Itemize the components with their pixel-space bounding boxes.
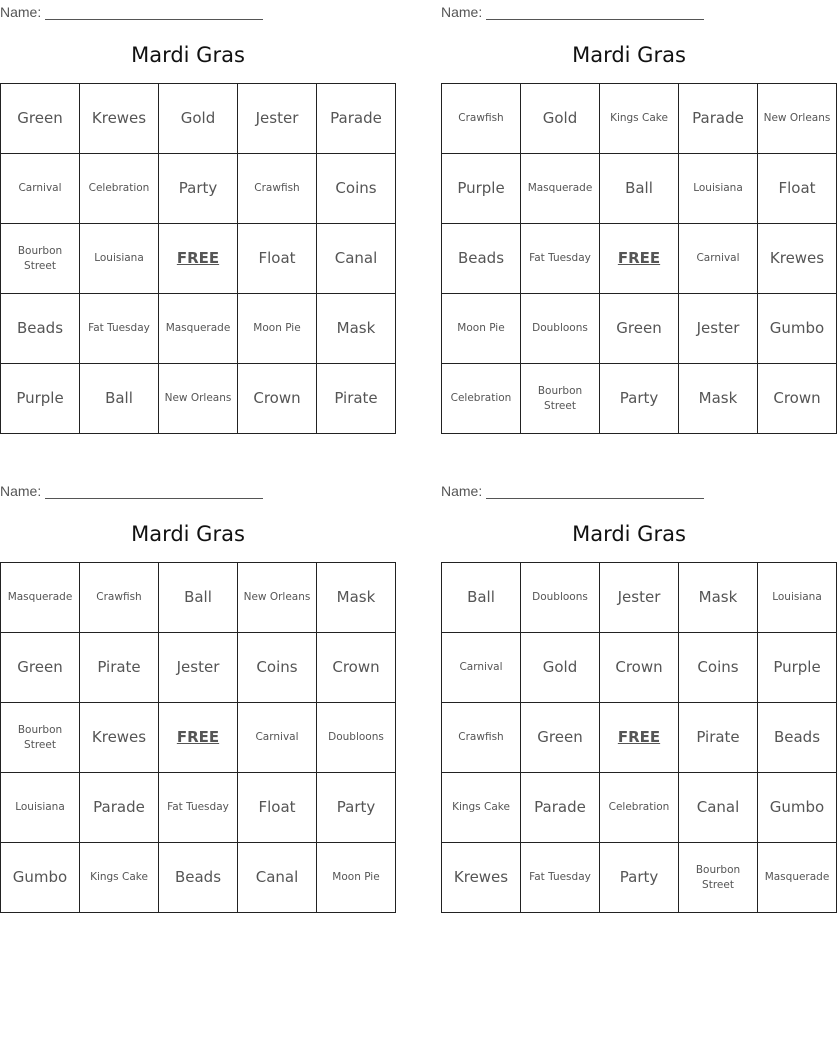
grid-cell: Masquerade — [521, 154, 600, 224]
card-title: Mardi Gras — [131, 43, 245, 67]
name-line[interactable] — [486, 483, 704, 499]
card-title: Mardi Gras — [572, 522, 686, 546]
grid-cell: Moon Pie — [442, 294, 521, 364]
grid-cell: Masquerade — [758, 843, 837, 913]
grid-cell: Crawfish — [442, 84, 521, 154]
grid-cell: Crown — [758, 364, 837, 434]
grid-row — [1, 224, 396, 294]
grid-cell: Purple — [758, 633, 837, 703]
grid-cell: Carnival — [238, 703, 317, 773]
grid-cell: Canal — [679, 773, 758, 843]
grid-cell: Float — [238, 224, 317, 294]
grid-row — [1, 154, 396, 224]
name-label: Name: — [441, 483, 483, 499]
grid-row — [442, 703, 837, 773]
grid-cell: Gold — [521, 84, 600, 154]
grid-cell: Ball — [159, 563, 238, 633]
grid-cell: Moon Pie — [317, 843, 396, 913]
grid-cell: Mask — [317, 294, 396, 364]
grid-cell: Ball — [80, 364, 159, 434]
bingo-grid — [441, 562, 837, 913]
grid-cell: Carnival — [1, 154, 80, 224]
grid-cell: Gumbo — [1, 843, 80, 913]
grid-cell: Doubloons — [317, 703, 396, 773]
grid-cell: Parade — [521, 773, 600, 843]
grid-cell: Party — [317, 773, 396, 843]
grid-cell: Kings Cake — [600, 84, 679, 154]
name-line[interactable] — [45, 483, 263, 499]
grid-row — [1, 633, 396, 703]
grid-cell: Mask — [317, 563, 396, 633]
grid-cell: Fat Tuesday — [521, 224, 600, 294]
grid-cell: Party — [159, 154, 238, 224]
grid-cell: Kings Cake — [80, 843, 159, 913]
grid-row — [442, 563, 837, 633]
grid-cell: Carnival — [679, 224, 758, 294]
grid-cell: Purple — [442, 154, 521, 224]
grid-cell: Doubloons — [521, 563, 600, 633]
grid-row — [1, 563, 396, 633]
grid-cell: Doubloons — [521, 294, 600, 364]
bingo-grid — [0, 562, 396, 913]
grid-cell: New Orleans — [238, 563, 317, 633]
grid-cell: Gumbo — [758, 773, 837, 843]
grid-cell: Crown — [317, 633, 396, 703]
grid-cell: Coins — [679, 633, 758, 703]
grid-cell: Coins — [317, 154, 396, 224]
grid-cell: Bourbon Street — [521, 364, 600, 434]
bingo-card — [441, 0, 831, 440]
grid-row — [442, 294, 837, 364]
grid-cell: New Orleans — [159, 364, 238, 434]
grid-cell: Green — [521, 703, 600, 773]
grid-cell: Celebration — [600, 773, 679, 843]
grid-cell: Party — [600, 364, 679, 434]
grid-cell: Parade — [679, 84, 758, 154]
grid-row — [442, 843, 837, 913]
grid-cell: Jester — [600, 563, 679, 633]
grid-cell: Ball — [600, 154, 679, 224]
grid-cell: Fat Tuesday — [521, 843, 600, 913]
grid-cell: Fat Tuesday — [80, 294, 159, 364]
grid-cell: Green — [1, 633, 80, 703]
grid-row — [442, 84, 837, 154]
grid-cell: Crown — [238, 364, 317, 434]
grid-cell: Purple — [1, 364, 80, 434]
grid-cell: Masquerade — [159, 294, 238, 364]
grid-cell: Fat Tuesday — [159, 773, 238, 843]
grid-row — [442, 773, 837, 843]
grid-cell: Pirate — [679, 703, 758, 773]
grid-cell: Bourbon Street — [679, 843, 758, 913]
grid-cell: Gold — [521, 633, 600, 703]
name-field — [0, 479, 263, 499]
bingo-grid — [0, 83, 396, 434]
grid-cell: Celebration — [442, 364, 521, 434]
grid-cell: Carnival — [442, 633, 521, 703]
grid-cell: Crawfish — [238, 154, 317, 224]
grid-cell: Mask — [679, 364, 758, 434]
bingo-card — [0, 0, 382, 440]
grid-cell: Bourbon Street — [1, 703, 80, 773]
card-title: Mardi Gras — [572, 43, 686, 67]
grid-cell: Krewes — [758, 224, 837, 294]
grid-cell: Parade — [80, 773, 159, 843]
grid-cell: Party — [600, 843, 679, 913]
grid-cell: Float — [758, 154, 837, 224]
grid-row — [1, 294, 396, 364]
bingo-grid — [441, 83, 837, 434]
grid-cell: Krewes — [80, 703, 159, 773]
bingo-card — [441, 479, 830, 919]
grid-row — [1, 703, 396, 773]
grid-cell: Parade — [317, 84, 396, 154]
grid-row — [442, 224, 837, 294]
name-field — [441, 479, 704, 499]
grid-cell: Canal — [238, 843, 317, 913]
grid-cell: Krewes — [80, 84, 159, 154]
name-field — [441, 0, 704, 20]
grid-cell: Louisiana — [1, 773, 80, 843]
grid-cell: Beads — [442, 224, 521, 294]
grid-cell: Mask — [679, 563, 758, 633]
name-label: Name: — [0, 4, 42, 20]
grid-cell: Beads — [1, 294, 80, 364]
grid-cell: Green — [600, 294, 679, 364]
grid-cell: Canal — [317, 224, 396, 294]
grid-row — [442, 154, 837, 224]
free-space-cell: FREE — [159, 703, 238, 773]
grid-row — [1, 84, 396, 154]
grid-cell: Kings Cake — [442, 773, 521, 843]
grid-row — [1, 364, 396, 434]
grid-cell: Beads — [758, 703, 837, 773]
grid-cell: Jester — [159, 633, 238, 703]
free-space-cell: FREE — [600, 703, 679, 773]
card-title: Mardi Gras — [131, 522, 245, 546]
grid-row — [1, 843, 396, 913]
grid-cell: Ball — [442, 563, 521, 633]
grid-cell: Float — [238, 773, 317, 843]
name-line[interactable] — [486, 4, 704, 20]
free-space-cell: FREE — [159, 224, 238, 294]
name-line[interactable] — [45, 4, 263, 20]
free-space-cell: FREE — [600, 224, 679, 294]
grid-cell: Masquerade — [1, 563, 80, 633]
grid-cell: Moon Pie — [238, 294, 317, 364]
grid-cell: Pirate — [317, 364, 396, 434]
grid-cell: Jester — [238, 84, 317, 154]
name-field — [0, 0, 263, 20]
name-label: Name: — [0, 483, 42, 499]
grid-row — [442, 633, 837, 703]
grid-cell: Coins — [238, 633, 317, 703]
grid-cell: Gumbo — [758, 294, 837, 364]
name-label: Name: — [441, 4, 483, 20]
grid-cell: Louisiana — [758, 563, 837, 633]
grid-cell: Green — [1, 84, 80, 154]
grid-cell: Beads — [159, 843, 238, 913]
grid-cell: Celebration — [80, 154, 159, 224]
bingo-card — [0, 479, 384, 919]
grid-cell: New Orleans — [758, 84, 837, 154]
grid-cell: Bourbon Street — [1, 224, 80, 294]
grid-row — [442, 364, 837, 434]
grid-cell: Crawfish — [80, 563, 159, 633]
grid-cell: Jester — [679, 294, 758, 364]
grid-cell: Louisiana — [80, 224, 159, 294]
grid-cell: Krewes — [442, 843, 521, 913]
grid-cell: Crawfish — [442, 703, 521, 773]
grid-cell: Crown — [600, 633, 679, 703]
grid-row — [1, 773, 396, 843]
grid-cell: Pirate — [80, 633, 159, 703]
grid-cell: Louisiana — [679, 154, 758, 224]
grid-cell: Gold — [159, 84, 238, 154]
